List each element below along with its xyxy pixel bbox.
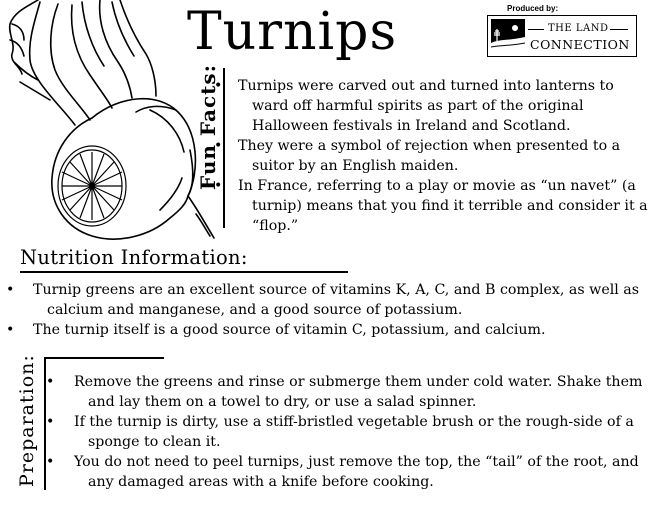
landscape-icon	[491, 19, 525, 53]
logo-text-line2: CONNECTION	[530, 37, 630, 52]
list-item: • You do not need to peel turnips, just remove the top, the “tail” of the root, and any damaged areas with a knife before cooking.	[60, 452, 648, 492]
page-title: Turnips	[187, 2, 398, 62]
list-item: • Turnips were carved out and turned into lanterns to ward off harmful spirits as part of the original Halloween festivals in Ireland and Scotland.	[228, 76, 648, 136]
list-item: • In France, referring to a play or movie as “un navet” (a turnip) means that you find it terrible and consider it a “flop.”	[228, 176, 648, 236]
fun-facts-divider	[223, 68, 225, 228]
nutrition-list	[20, 280, 645, 340]
fun-facts-list	[228, 76, 648, 236]
list-item: • The turnip itself is a good source of vitamin C, potassium, and calcium.	[20, 320, 645, 340]
list-item: • Turnip greens are an excellent source of vitamins K, A, C, and B complex, as well as calcium and manganese, and a good source of potassium.	[20, 280, 645, 320]
land-connection-logo	[487, 15, 637, 57]
preparation-heading: Preparation:	[16, 354, 38, 487]
turnip-illustration	[0, 0, 215, 250]
preparation-list	[60, 372, 648, 492]
preparation-divider-horizontal	[44, 357, 164, 359]
logo-text-line1: THE LAND	[548, 23, 609, 34]
produced-by-label: Produced by:	[507, 4, 559, 13]
list-item: • Remove the greens and rinse or submerge them under cold water. Shake them and lay them on a towel to dry, or use a salad spinner.	[60, 372, 648, 412]
list-item: • They were a symbol of rejection when presented to a suitor by an English maiden.	[228, 136, 648, 176]
nutrition-divider	[20, 271, 348, 273]
fun-facts-heading: Fun Facts:	[196, 63, 220, 190]
list-item: • If the turnip is dirty, use a stiff-bristled vegetable brush or the rough-side of a sponge to clean it.	[60, 412, 648, 452]
nutrition-heading: Nutrition Information:	[20, 246, 248, 269]
